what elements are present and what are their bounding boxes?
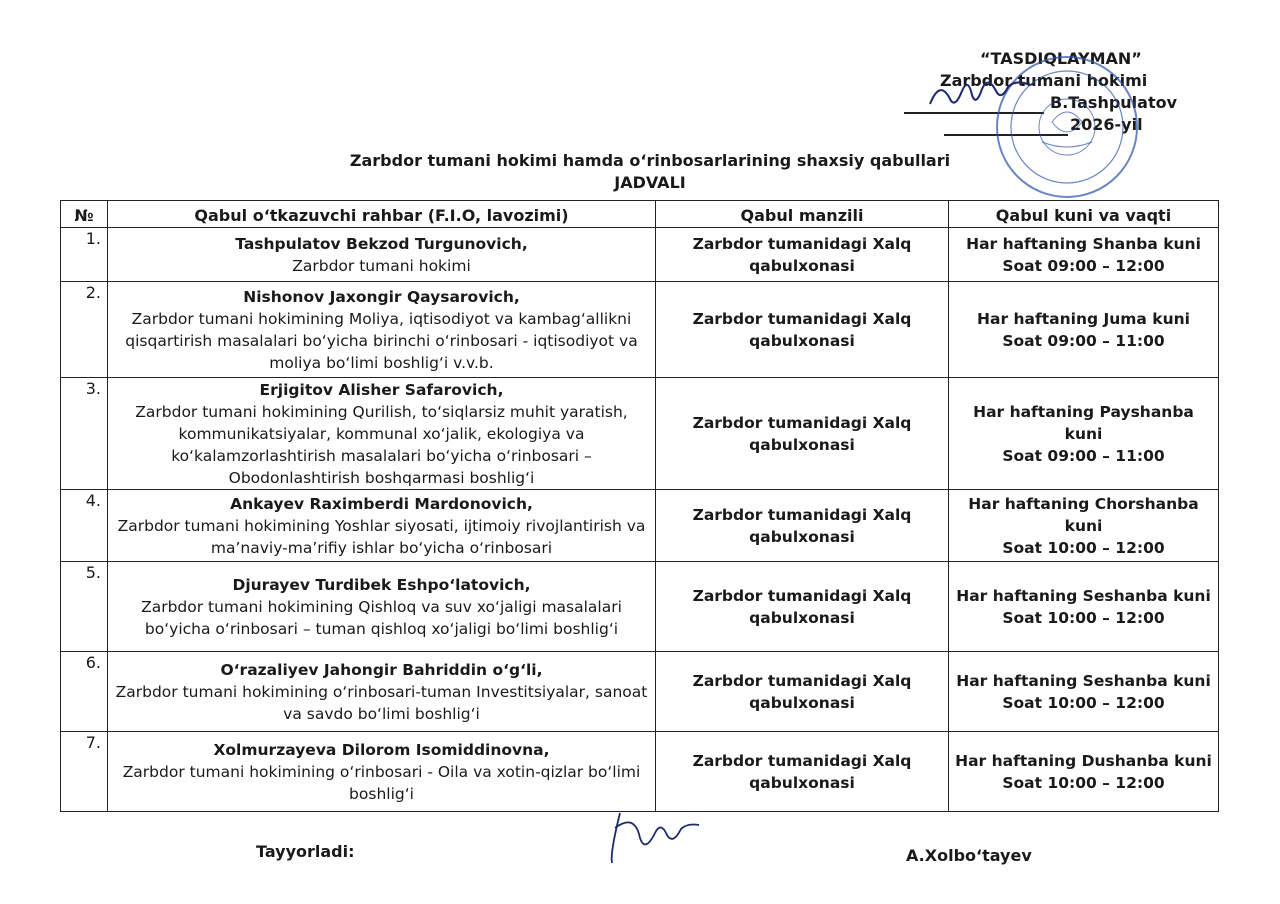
reception-hours: Soat 10:00 – 12:00 [1002, 693, 1165, 712]
date-line [944, 134, 1068, 136]
reception-day: Har haftaning Seshanba kuni [956, 586, 1211, 605]
table-row [61, 490, 1219, 562]
approval-position: Zarbdor tumani hokimi [940, 71, 1148, 90]
leader-position: Zarbdor tumani hokimining o‘rinbosari-tuman Investitsiyalar, sanoat va savdo bo‘limi boshlig‘i [115, 682, 648, 723]
preparer-name: A.Xolbo‘tayev [906, 846, 1032, 865]
approval-block [900, 48, 1220, 148]
leader-position: Zarbdor tumani hokimining Qishloq va suv xo‘jaligi masalalari bo‘yicha o‘rinbosari – tuman qishloq xo‘jaligi bo‘limi boshlig‘i [141, 597, 622, 638]
leader-position: Zarbdor tumani hokimining Moliya, iqtisodiyot va kambag‘allikni qisqartirish masalalari bo‘yicha birinchi o‘rinbosari - iqtisodiyot va moliya bo‘limi boshlig‘i v.v.b. [125, 309, 638, 372]
approval-year: 2026-yil [1070, 115, 1143, 134]
reception-hours: Soat 10:00 – 12:00 [1002, 773, 1165, 792]
row-number: 4. [61, 490, 108, 562]
table-row [61, 732, 1219, 812]
document-title [300, 150, 1000, 194]
row-address: Zarbdor tumanidagi Xalq qabulxonasi [656, 282, 949, 378]
table-row [61, 378, 1219, 490]
prepared-by-label: Tayyorladi: [256, 842, 355, 861]
row-time [949, 732, 1219, 812]
table-row [61, 228, 1219, 282]
row-leader [108, 652, 656, 732]
approval-name: B.Tashpulatov [1050, 93, 1178, 112]
leader-name: Xolmurzayeva Dilorom Isomiddinovna, [213, 740, 550, 759]
row-leader [108, 378, 656, 490]
header-leader: Qabul o‘tkazuvchi rahbar (F.I.O, lavozimi) [108, 201, 656, 228]
row-address: Zarbdor tumanidagi Xalq qabulxonasi [656, 228, 949, 282]
row-address: Zarbdor tumanidagi Xalq qabulxonasi [656, 732, 949, 812]
row-number: 3. [61, 378, 108, 490]
row-number: 1. [61, 228, 108, 282]
table-row [61, 282, 1219, 378]
preparer-signature-icon [600, 808, 710, 868]
row-address: Zarbdor tumanidagi Xalq qabulxonasi [656, 378, 949, 490]
row-address: Zarbdor tumanidagi Xalq qabulxonasi [656, 562, 949, 652]
title-line-2: JADVALI [614, 173, 686, 192]
reception-day: Har haftaning Shanba kuni [966, 234, 1201, 253]
row-leader [108, 282, 656, 378]
row-number: 7. [61, 732, 108, 812]
reception-day: Har haftaning Payshanba kuni [973, 402, 1194, 443]
row-number: 5. [61, 562, 108, 652]
reception-day: Har haftaning Seshanba kuni [956, 671, 1211, 690]
leader-position: Zarbdor tumani hokimining Yoshlar siyosati, ijtimoiy rivojlantirish va ma’naviy-ma’rifiy ishlar bo‘yicha o‘rinbosari [117, 516, 646, 557]
header-address: Qabul manzili [656, 201, 949, 228]
row-leader [108, 228, 656, 282]
reception-hours: Soat 10:00 – 12:00 [1002, 608, 1165, 627]
leader-name: Nishonov Jaxongir Qaysarovich, [243, 287, 520, 306]
leader-name: Tashpulatov Bekzod Turgunovich, [235, 234, 528, 253]
row-time [949, 282, 1219, 378]
reception-day: Har haftaning Juma kuni [977, 309, 1190, 328]
approval-heading: “TASDIQLAYMAN” [980, 49, 1142, 68]
row-time [949, 652, 1219, 732]
reception-day: Har haftaning Dushanba kuni [955, 751, 1212, 770]
row-leader [108, 732, 656, 812]
row-address: Zarbdor tumanidagi Xalq qabulxonasi [656, 490, 949, 562]
title-line-1: Zarbdor tumani hokimi hamda o‘rinbosarlarining shaxsiy qabullari [349, 151, 951, 170]
leader-position: Zarbdor tumani hokimi [292, 256, 471, 275]
row-address: Zarbdor tumanidagi Xalq qabulxonasi [656, 652, 949, 732]
reception-hours: Soat 09:00 – 11:00 [1002, 446, 1165, 465]
leader-name: Djurayev Turdibek Eshpo‘latovich, [232, 575, 531, 594]
leader-name: O‘razaliyev Jahongir Bahriddin o‘g‘li, [220, 660, 543, 679]
table-row [61, 652, 1219, 732]
reception-hours: Soat 10:00 – 12:00 [1002, 538, 1165, 557]
row-number: 2. [61, 282, 108, 378]
row-time [949, 562, 1219, 652]
table-row [61, 562, 1219, 652]
reception-hours: Soat 09:00 – 11:00 [1002, 331, 1165, 350]
row-time [949, 378, 1219, 490]
row-time [949, 490, 1219, 562]
row-leader [108, 490, 656, 562]
row-number: 6. [61, 652, 108, 732]
header-time: Qabul kuni va vaqti [949, 201, 1219, 228]
reception-hours: Soat 09:00 – 12:00 [1002, 256, 1165, 275]
row-leader [108, 562, 656, 652]
leader-name: Ankayev Raximberdi Mardonovich, [230, 494, 533, 513]
reception-day: Har haftaning Chorshanba kuni [968, 494, 1199, 535]
signature-line [904, 112, 1044, 114]
row-time [949, 228, 1219, 282]
header-number: № [61, 201, 108, 228]
leader-position: Zarbdor tumani hokimining Qurilish, to‘siqlarsiz muhit yaratish, kommunikatsiyalar, kommunal xo‘jalik, ekologiya va ko‘kalamzorlashtirish masalalari bo‘yicha o‘rinbosari – Obodonlashtirish boshqarmasi boshlig‘i [135, 402, 628, 487]
leader-position: Zarbdor tumani hokimining o‘rinbosari - Oila va xotin-qizlar bo‘limi boshlig‘i [122, 762, 641, 803]
leader-name: Erjigitov Alisher Safarovich, [259, 380, 504, 399]
table-header-row [61, 201, 1219, 228]
schedule-table [60, 200, 1219, 812]
